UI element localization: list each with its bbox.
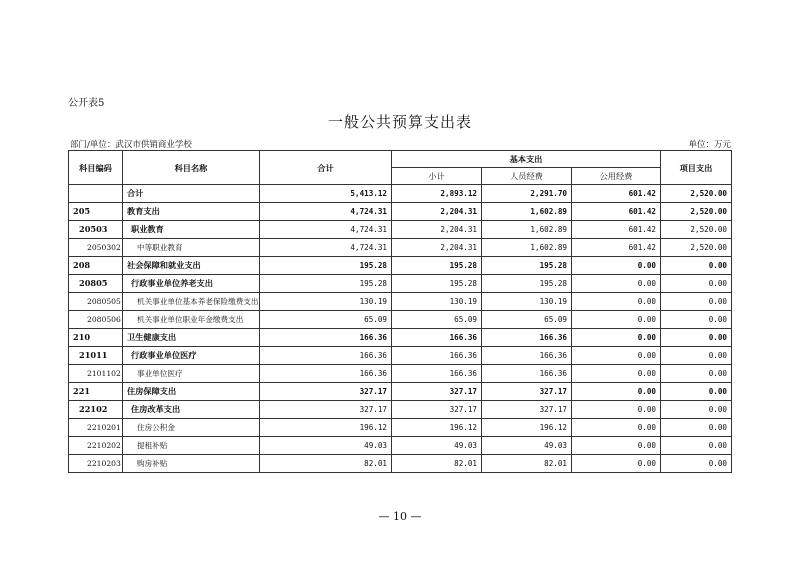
cell-total: 327.17: [260, 401, 392, 419]
cell-code: 2080505: [69, 293, 123, 311]
cell-name: 中等职业教育: [123, 239, 260, 257]
table-row: [69, 239, 732, 257]
cell-public: 0.00: [572, 383, 661, 401]
cell-public: 0.00: [572, 437, 661, 455]
cell-subtotal: 49.03: [392, 437, 482, 455]
table-row: [69, 437, 732, 455]
cell-public: 601.42: [572, 239, 661, 257]
cell-subtotal: 327.17: [392, 401, 482, 419]
cell-subtotal: 327.17: [392, 383, 482, 401]
table-row: [69, 275, 732, 293]
cell-project: 0.00: [661, 311, 732, 329]
cell-public: 0.00: [572, 275, 661, 293]
cell-project: 2,520.00: [661, 185, 732, 203]
cell-project: 2,520.00: [661, 239, 732, 257]
cell-personnel: 166.36: [482, 329, 572, 347]
cell-subtotal: 195.28: [392, 257, 482, 275]
cell-project: 0.00: [661, 275, 732, 293]
cell-total: 4,724.31: [260, 203, 392, 221]
cell-code: 2210202: [69, 437, 123, 455]
cell-public: 0.00: [572, 311, 661, 329]
table-row: [69, 185, 732, 203]
table-row: [69, 347, 732, 365]
header-public: 公用经费: [572, 168, 661, 185]
cell-project: 0.00: [661, 257, 732, 275]
cell-name: 住房公积金: [123, 419, 260, 437]
page-number: — 10 —: [378, 510, 422, 523]
cell-personnel: 2,291.70: [482, 185, 572, 203]
cell-total: 4,724.31: [260, 239, 392, 257]
table-row: [69, 329, 732, 347]
cell-name: 住房改革支出: [123, 401, 260, 419]
cell-personnel: 1,602.89: [482, 239, 572, 257]
cell-personnel: 327.17: [482, 383, 572, 401]
header-code: 科目编码: [69, 151, 123, 185]
cell-name: 住房保障支出: [123, 383, 260, 401]
header-row: [69, 151, 732, 168]
cell-total: 65.09: [260, 311, 392, 329]
cell-public: 601.42: [572, 221, 661, 239]
cell-name: 社会保障和就业支出: [123, 257, 260, 275]
cell-code: 2080506: [69, 311, 123, 329]
cell-project: 0.00: [661, 455, 732, 473]
cell-project: 0.00: [661, 365, 732, 383]
cell-subtotal: 130.19: [392, 293, 482, 311]
cell-subtotal: 166.36: [392, 347, 482, 365]
cell-project: 0.00: [661, 401, 732, 419]
cell-total: 130.19: [260, 293, 392, 311]
header-name: 科目名称: [123, 151, 260, 185]
cell-code: 20805: [69, 275, 123, 293]
table-row: [69, 293, 732, 311]
cell-project: 0.00: [661, 347, 732, 365]
document-code: 公开表5: [68, 98, 105, 109]
cell-public: 0.00: [572, 455, 661, 473]
cell-subtotal: 166.36: [392, 329, 482, 347]
table-row: [69, 455, 732, 473]
table-row: [69, 383, 732, 401]
cell-public: 0.00: [572, 293, 661, 311]
cell-total: 166.36: [260, 329, 392, 347]
cell-project: 0.00: [661, 383, 732, 401]
cell-personnel: 1,602.89: [482, 203, 572, 221]
cell-personnel: 166.36: [482, 365, 572, 383]
unit-label: 单位：万元: [688, 140, 731, 150]
unit-line: [68, 138, 731, 150]
table-row: [69, 365, 732, 383]
cell-code: 208: [69, 257, 123, 275]
cell-name: 购房补贴: [123, 455, 260, 473]
table-row: [69, 401, 732, 419]
cell-public: 601.42: [572, 185, 661, 203]
cell-code: 205: [69, 203, 123, 221]
cell-name: 合计: [123, 185, 260, 203]
cell-project: 2,520.00: [661, 203, 732, 221]
cell-total: 196.12: [260, 419, 392, 437]
cell-name: 机关事业单位职业年金缴费支出: [123, 311, 260, 329]
cell-code: [69, 185, 123, 203]
cell-public: 0.00: [572, 257, 661, 275]
table-row: [69, 257, 732, 275]
cell-personnel: 166.36: [482, 347, 572, 365]
cell-total: 327.17: [260, 383, 392, 401]
cell-name: 机关事业单位基本养老保险缴费支出: [123, 293, 260, 311]
cell-project: 0.00: [661, 437, 732, 455]
cell-personnel: 49.03: [482, 437, 572, 455]
cell-public: 0.00: [572, 329, 661, 347]
cell-total: 5,413.12: [260, 185, 392, 203]
page-title: 一般公共预算支出表: [327, 113, 472, 131]
cell-total: 4,724.31: [260, 221, 392, 239]
cell-project: 0.00: [661, 329, 732, 347]
header-subtotal: 小计: [392, 168, 482, 185]
cell-name: 提租补贴: [123, 437, 260, 455]
cell-public: 0.00: [572, 401, 661, 419]
cell-code: 2210203: [69, 455, 123, 473]
cell-subtotal: 195.28: [392, 275, 482, 293]
cell-public: 601.42: [572, 203, 661, 221]
cell-subtotal: 196.12: [392, 419, 482, 437]
cell-subtotal: 82.01: [392, 455, 482, 473]
cell-project: 0.00: [661, 293, 732, 311]
cell-code: 21011: [69, 347, 123, 365]
cell-name: 教育支出: [123, 203, 260, 221]
cell-project: 2,520.00: [661, 221, 732, 239]
cell-name: 卫生健康支出: [123, 329, 260, 347]
header-personnel: 人员经费: [482, 168, 572, 185]
cell-subtotal: 166.36: [392, 365, 482, 383]
cell-total: 195.28: [260, 275, 392, 293]
cell-code: 20503: [69, 221, 123, 239]
cell-public: 0.00: [572, 365, 661, 383]
cell-personnel: 65.09: [482, 311, 572, 329]
cell-code: 2210201: [69, 419, 123, 437]
table-row: [69, 311, 732, 329]
cell-subtotal: 65.09: [392, 311, 482, 329]
header-basic: 基本支出: [392, 151, 661, 168]
table-row: [69, 419, 732, 437]
cell-code: 221: [69, 383, 123, 401]
budget-table: [68, 150, 732, 473]
cell-subtotal: 2,893.12: [392, 185, 482, 203]
cell-total: 166.36: [260, 347, 392, 365]
header-total: 合计: [260, 151, 392, 185]
cell-total: 166.36: [260, 365, 392, 383]
cell-personnel: 82.01: [482, 455, 572, 473]
cell-total: 195.28: [260, 257, 392, 275]
cell-subtotal: 2,204.31: [392, 203, 482, 221]
cell-personnel: 1,602.89: [482, 221, 572, 239]
cell-name: 行政事业单位医疗: [123, 347, 260, 365]
cell-total: 49.03: [260, 437, 392, 455]
cell-personnel: 195.28: [482, 275, 572, 293]
cell-name: 行政事业单位养老支出: [123, 275, 260, 293]
cell-name: 职业教育: [123, 221, 260, 239]
cell-name: 事业单位医疗: [123, 365, 260, 383]
cell-code: 22102: [69, 401, 123, 419]
cell-code: 210: [69, 329, 123, 347]
cell-total: 82.01: [260, 455, 392, 473]
cell-public: 0.00: [572, 419, 661, 437]
cell-personnel: 327.17: [482, 401, 572, 419]
department-label: 部门/单位：武汉市供销商业学校: [70, 140, 192, 150]
table-row: [69, 221, 732, 239]
cell-code: 2101102: [69, 365, 123, 383]
cell-personnel: 195.28: [482, 257, 572, 275]
cell-personnel: 196.12: [482, 419, 572, 437]
header-project: 项目支出: [661, 151, 732, 185]
table-row: [69, 203, 732, 221]
cell-subtotal: 2,204.31: [392, 221, 482, 239]
cell-project: 0.00: [661, 419, 732, 437]
cell-code: 2050302: [69, 239, 123, 257]
cell-subtotal: 2,204.31: [392, 239, 482, 257]
cell-personnel: 130.19: [482, 293, 572, 311]
cell-public: 0.00: [572, 347, 661, 365]
table-body: [69, 185, 732, 473]
